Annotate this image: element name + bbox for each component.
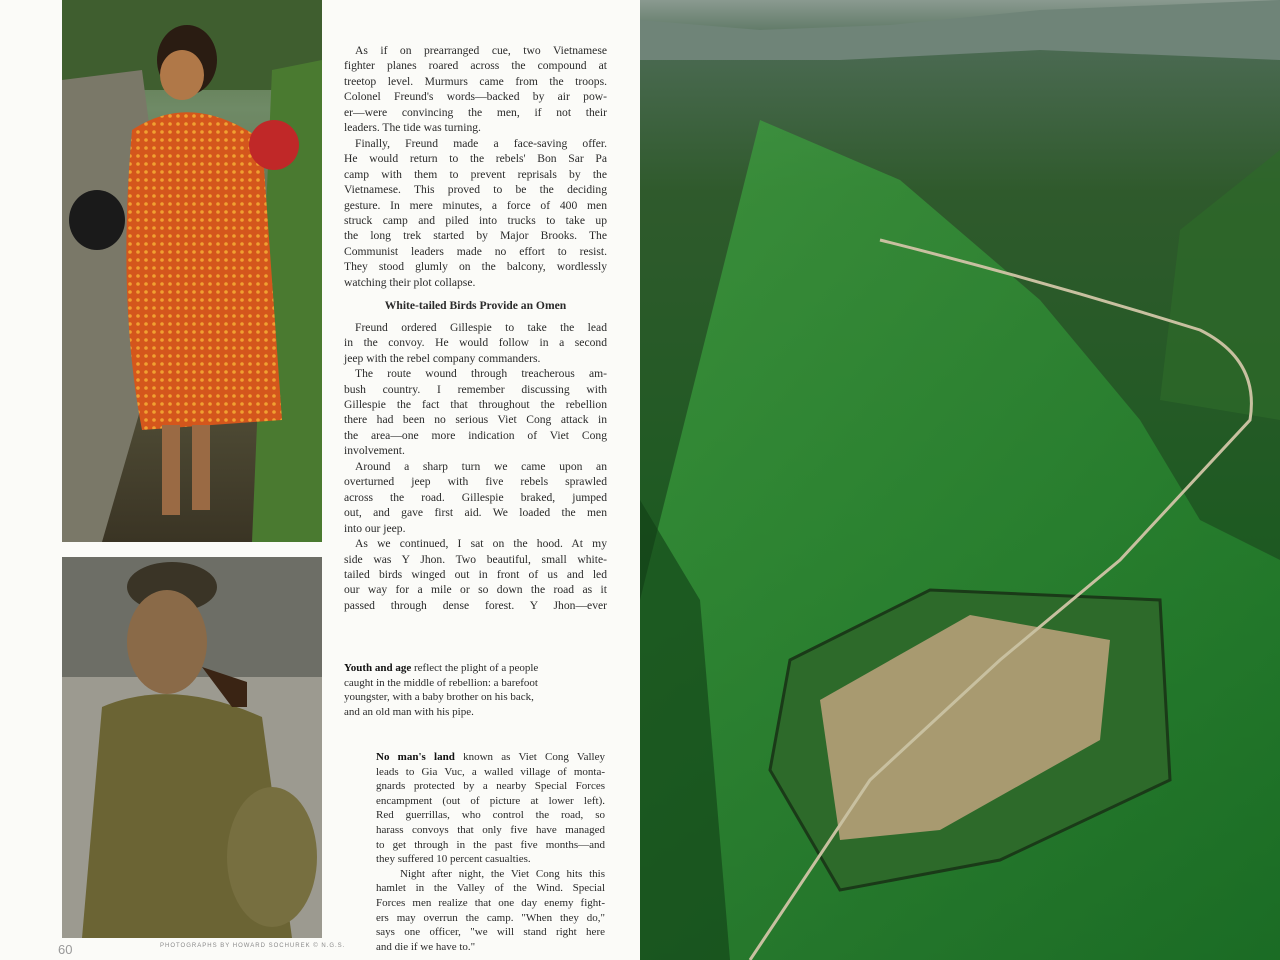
text-line: They stood glumly on the balcony, wordlessly — [344, 260, 607, 274]
caption-youth-and-age — [344, 661, 576, 719]
text-line: passed through dense forest. Y Jhon—ever — [344, 598, 607, 612]
text-line: involvement. — [344, 444, 405, 458]
text-line: bush country. I remember discussing with — [344, 382, 607, 396]
text-line: and die if we have to." — [376, 940, 476, 953]
text-line: leads to Gia Vuc, a walled village of monta- — [376, 765, 605, 778]
text-line: side was Y Jhon. Two beautiful, small white- — [344, 552, 607, 566]
paragraph — [344, 43, 607, 136]
article-paragraphs-bottom — [344, 320, 607, 614]
caption-text: reflect the plight of a people — [411, 662, 539, 674]
text-line: across the road. Gillespie braked, jumped — [344, 490, 607, 504]
photo-old-man-with-pipe — [62, 557, 322, 938]
text-line: jeep with the rebel company commanders. — [344, 351, 541, 365]
caption-text: known as Viet Cong Valley — [454, 751, 605, 763]
text-line: leaders. The tide was turning. — [344, 121, 481, 135]
paragraph — [344, 536, 607, 613]
paragraph — [344, 136, 607, 291]
text-line: As if on prearranged cue, two Vietnamese — [355, 44, 607, 57]
caption-no-mans-land — [376, 750, 605, 954]
page-number: 60 — [58, 942, 73, 957]
text-line: the long trek started by Major Brooks. The — [344, 229, 607, 243]
text-line: tailed birds winged out in front of us and led — [344, 567, 607, 581]
text-line — [376, 750, 605, 765]
text-line — [344, 661, 576, 676]
paragraph — [344, 320, 607, 366]
text-line: and an old man with his pipe. — [344, 705, 474, 718]
article-column — [344, 43, 607, 613]
article-subheading: White-tailed Birds Provide an Omen — [384, 299, 567, 313]
text-line: Communist leaders made no effort to resist. — [344, 244, 607, 258]
text-line: Red guerrillas, who control the road, so — [376, 809, 605, 822]
text-line: struck camp and piled into trucks to take up — [344, 213, 607, 227]
text-line: As we continued, I sat on the hood. At my — [355, 537, 607, 551]
text-line: fighter planes roared across the compound at — [344, 59, 607, 73]
text-line: they suffered 10 percent casualties. — [376, 853, 531, 866]
text-line: says one officer, "we will stand right here — [376, 926, 605, 939]
caption-lead: No man's land — [376, 751, 455, 763]
text-line: treetop level. Murmurs came from the troops. — [344, 74, 607, 88]
article-paragraphs-top — [344, 43, 607, 290]
text-line: Vietnamese. This proved to be the deciding — [344, 183, 607, 197]
text-line: Finally, Freund made a face-saving offer. — [355, 136, 607, 150]
photo-viet-cong-valley-aerial — [640, 0, 1280, 960]
text-line: hamlet in the Valley of the Wind. Special — [376, 882, 605, 895]
text-line: harass convoys that only five have managed — [376, 823, 605, 836]
text-line: ers may overrun the camp. "When they do," — [376, 911, 605, 924]
text-line: in the convoy. He would follow in a second — [344, 336, 607, 350]
text-line: Colonel Freund's words—backed by air pow- — [344, 90, 607, 104]
text-line: Around a sharp turn we came upon an — [355, 459, 607, 473]
photo-barefoot-child — [62, 0, 322, 542]
text-line: gnards protected by a nearby Special Forces — [376, 780, 605, 793]
paragraph — [376, 750, 605, 867]
text-line: Gillespie the fact that throughout the rebellion — [344, 397, 607, 411]
paragraph — [344, 459, 607, 536]
text-line: to get through in the past five months—and — [376, 838, 605, 851]
text-line: Forces men realize that one day enemy fight- — [376, 896, 605, 909]
text-line: Night after night, the Viet Cong hits this — [400, 867, 605, 880]
text-line: into our jeep. — [344, 521, 406, 535]
text-line: there had been no serious Viet Cong attack in — [344, 413, 607, 427]
text-line: The route wound through treacherous am- — [355, 367, 607, 381]
photo-credit: PHOTOGRAPHS BY HOWARD SOCHUREK © N.G.S. — [160, 943, 346, 949]
paragraph — [376, 867, 605, 955]
caption-lead: Youth and age — [344, 662, 412, 674]
text-line: our way for a mile or so down the road as it — [344, 583, 607, 597]
paragraph — [344, 661, 576, 719]
text-line: Freund ordered Gillespie to take the lead — [355, 320, 607, 334]
text-line: watching their plot collapse. — [344, 275, 476, 289]
text-line: youngster, with a baby brother on his back, — [344, 691, 534, 704]
text-line: er—were convincing the men, if not their — [344, 105, 607, 119]
text-line: caught in the middle of rebellion: a barefoot — [344, 676, 538, 689]
text-line: the area—one more indication of Viet Cong — [344, 428, 607, 442]
text-line: overturned jeep with five rebels sprawled — [344, 475, 607, 489]
text-line: out, and gave first aid. We loaded the men — [344, 506, 607, 520]
paragraph — [344, 366, 607, 459]
text-line: camp with them to prevent reprisals by the — [344, 167, 607, 181]
text-line: gesture. In mere minutes, a force of 400 men — [344, 198, 607, 212]
text-line: He would return to the rebels' Bon Sar Pa — [344, 152, 607, 166]
text-line: encampment (out of picture at lower left). — [376, 794, 605, 807]
